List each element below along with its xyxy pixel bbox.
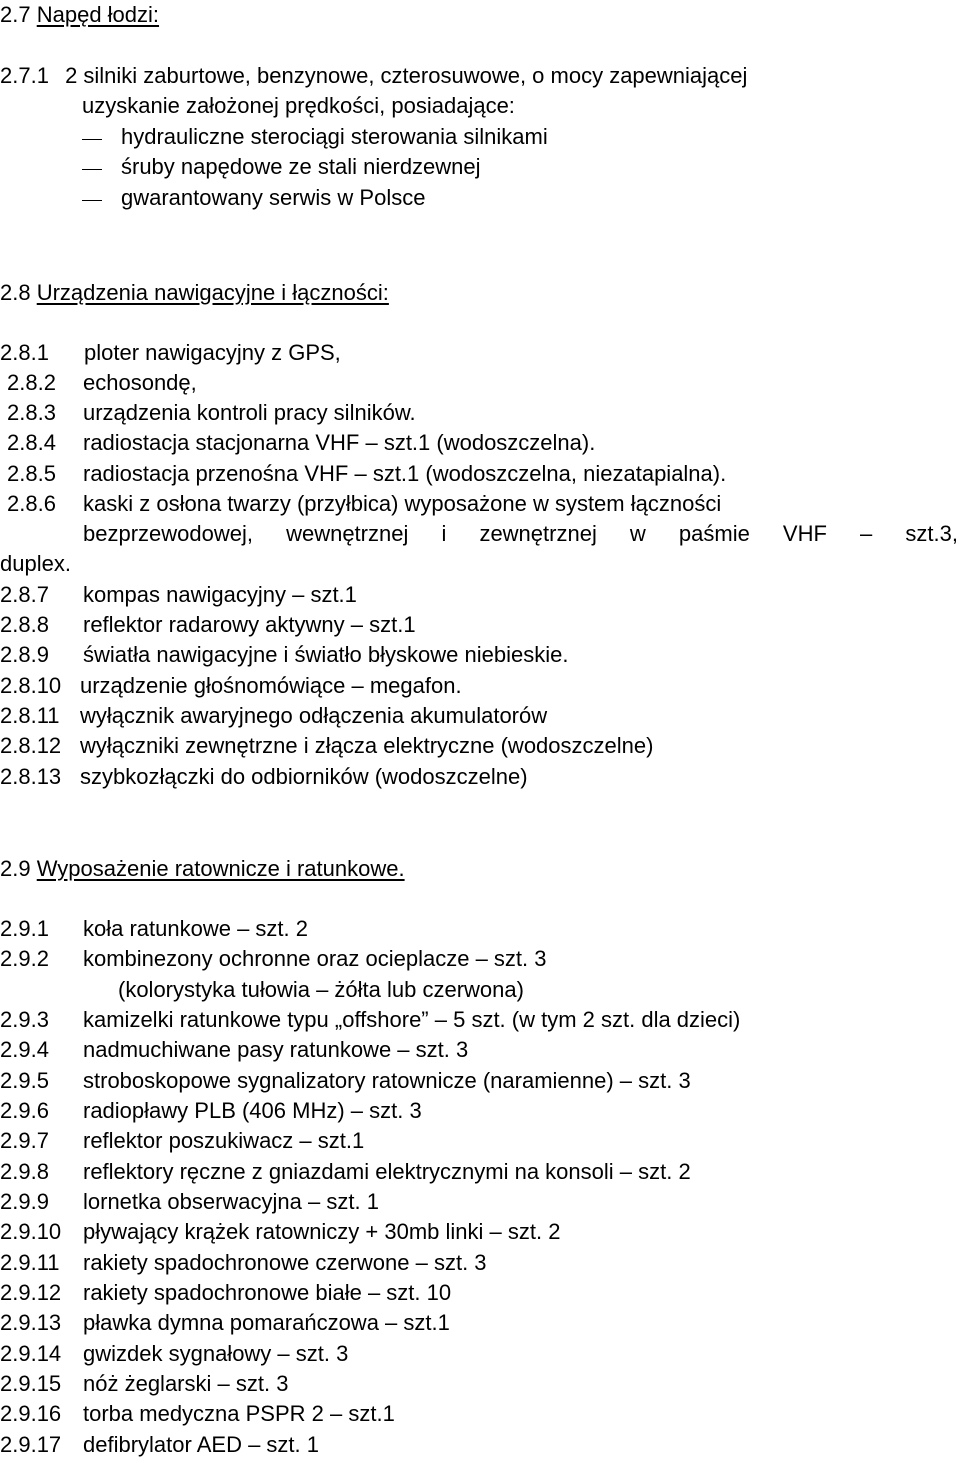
dash-bullet — [82, 200, 102, 201]
item-2-7-1-line2: uzyskanie założonej prędkości, posiadające: — [82, 93, 515, 118]
item-text: reflektor poszukiwacz – szt.1 — [83, 1128, 365, 1153]
section-title: Napęd łodzi: — [36, 2, 160, 27]
item-text: nóż żeglarski – szt. 3 — [83, 1371, 289, 1396]
item-2-8-12 — [0, 733, 654, 759]
item-2-8-4 — [7, 430, 596, 456]
item-2-9-16 — [0, 1401, 395, 1427]
item-2-9-14 — [0, 1341, 349, 1367]
item-2-9-10 — [0, 1219, 561, 1245]
item-number: 2.9.8 — [0, 1159, 49, 1184]
item-text: defibrylator AED – szt. 1 — [83, 1432, 319, 1457]
item-text: reflektor radarowy aktywny – szt.1 — [83, 612, 416, 637]
item-number: 2.9.9 — [0, 1189, 49, 1214]
item-text: nadmuchiwane pasy ratunkowe – szt. 3 — [83, 1037, 469, 1062]
bullet-item: hydrauliczne sterociągi sterowania silnikami — [121, 124, 548, 149]
item-number: 2.8.7 — [0, 582, 49, 607]
item-2-7-1-line1 — [0, 63, 747, 89]
item-2-9-17 — [0, 1432, 319, 1458]
section-2-8-heading — [0, 280, 389, 306]
item-text: torba medyczna PSPR 2 – szt.1 — [83, 1401, 395, 1426]
section-number: 2.7 — [0, 2, 31, 27]
item-number: 2.8.11 — [0, 703, 60, 728]
item-number: 2.8.6 — [7, 491, 56, 516]
item-number: 2.8.3 — [7, 400, 56, 425]
section-title: Wyposażenie ratownicze i ratunkowe. — [36, 856, 405, 881]
item-2-9-9 — [0, 1189, 379, 1215]
item-2-8-10 — [0, 673, 462, 699]
item-text: kompas nawigacyjny – szt.1 — [83, 582, 357, 607]
item-2-8-3 — [7, 400, 416, 426]
item-2-8-7 — [0, 582, 357, 608]
item-text: rakiety spadochronowe białe – szt. 10 — [83, 1280, 452, 1305]
item-text: 2 silniki zaburtowe, benzynowe, czterosuwowe, o mocy zapewniającej — [65, 63, 748, 88]
item-number: 2.9.7 — [0, 1128, 49, 1153]
section-2-7-heading — [0, 2, 159, 28]
item-2-8-8 — [0, 612, 416, 638]
item-text: stroboskopowe sygnalizatory ratownicze (naramienne) – szt. 3 — [83, 1068, 691, 1093]
item-number: 2.8.2 — [7, 370, 56, 395]
item-text: radiostacja stacjonarna VHF – szt.1 (wodoszczelna). — [83, 430, 596, 455]
item-2-8-2 — [7, 370, 197, 396]
item-text: pławka dymna pomarańczowa – szt.1 — [83, 1310, 450, 1335]
item-number: 2.9.17 — [0, 1432, 62, 1457]
item-2-8-13 — [0, 764, 528, 790]
item-text: urządzenie głośnomówiące – megafon. — [80, 673, 462, 698]
item-number: 2.9.12 — [0, 1280, 62, 1305]
dash-bullet — [82, 169, 102, 170]
item-2-9-3 — [0, 1007, 741, 1033]
item-number: 2.8.10 — [0, 673, 62, 698]
item-number: 2.9.6 — [0, 1098, 49, 1123]
item-text: urządzenia kontroli pracy silników. — [83, 400, 416, 425]
item-2-9-5 — [0, 1068, 691, 1094]
item-2-9-15 — [0, 1371, 289, 1397]
item-number: 2.8.5 — [7, 461, 56, 486]
item-number: 2.9.16 — [0, 1401, 62, 1426]
item-number: 2.9.3 — [0, 1007, 49, 1032]
item-2-8-6-continuation2: duplex. — [0, 551, 71, 576]
item-2-8-6 — [7, 491, 722, 517]
item-text: radiopławy PLB (406 MHz) – szt. 3 — [83, 1098, 422, 1123]
item-2-9-7 — [0, 1128, 365, 1154]
item-text: światła nawigacyjne i światło błyskowe niebieskie. — [83, 642, 569, 667]
item-number: 2.8.9 — [0, 642, 49, 667]
item-text: echosondę, — [83, 370, 197, 395]
item-2-8-5 — [7, 461, 727, 487]
item-number: 2.9.2 — [0, 946, 49, 971]
item-2-9-8 — [0, 1159, 691, 1185]
item-2-9-2-continuation: (kolorystyka tułowia – żółta lub czerwona) — [118, 977, 524, 1002]
dash-bullet — [82, 139, 102, 140]
item-number: 2.9.5 — [0, 1068, 49, 1093]
item-number: 2.9.14 — [0, 1341, 62, 1366]
item-text: wyłącznik awaryjnego odłączenia akumulatorów — [80, 703, 548, 728]
section-number: 2.9 — [0, 856, 31, 881]
item-text: kaski z osłona twarzy (przyłbica) wyposażone w system łączności — [83, 491, 722, 516]
item-text: pływający krążek ratowniczy + 30mb linki – szt. 2 — [83, 1219, 561, 1244]
item-number: 2.9.1 — [0, 916, 49, 941]
item-2-8-1 — [0, 340, 341, 366]
item-2-9-11 — [0, 1250, 487, 1276]
item-2-9-4 — [0, 1037, 469, 1063]
item-text: wyłączniki zewnętrzne i złącza elektryczne (wodoszczelne) — [80, 733, 654, 758]
item-2-8-11 — [0, 703, 548, 729]
item-text: gwizdek sygnałowy – szt. 3 — [83, 1341, 349, 1366]
section-number: 2.8 — [0, 280, 31, 305]
item-number: 2.8.1 — [0, 340, 49, 365]
item-number: 2.9.15 — [0, 1371, 62, 1396]
item-text: rakiety spadochronowe czerwone – szt. 3 — [83, 1250, 487, 1275]
item-text: radiostacja przenośna VHF – szt.1 (wodoszczelna, niezatapialna). — [83, 461, 727, 486]
section-title: Urządzenia nawigacyjne i łączności: — [36, 280, 389, 305]
bullet-item: gwarantowany serwis w Polsce — [121, 185, 426, 210]
item-2-9-6 — [0, 1098, 422, 1124]
item-number: 2.9.4 — [0, 1037, 49, 1062]
item-number: 2.9.11 — [0, 1250, 60, 1275]
item-number: 2.8.4 — [7, 430, 56, 455]
item-2-9-13 — [0, 1310, 450, 1336]
item-text: lornetka obserwacyjna – szt. 1 — [83, 1189, 379, 1214]
item-2-9-12 — [0, 1280, 452, 1306]
item-2-8-9 — [0, 642, 569, 668]
item-text: koła ratunkowe – szt. 2 — [83, 916, 309, 941]
item-text: kamizelki ratunkowe typu „offshore” – 5 szt. (w tym 2 szt. dla dzieci) — [83, 1007, 741, 1032]
item-number: 2.8.13 — [0, 764, 62, 789]
item-text: reflektory ręczne z gniazdami elektrycznymi na konsoli – szt. 2 — [83, 1159, 691, 1184]
item-number: 2.7.1 — [0, 63, 49, 88]
item-number: 2.8.8 — [0, 612, 49, 637]
item-text: szybkozłączki do odbiorników (wodoszczelne) — [80, 764, 528, 789]
item-2-9-1 — [0, 916, 309, 942]
item-number: 2.9.10 — [0, 1219, 62, 1244]
item-number: 2.8.12 — [0, 733, 62, 758]
section-2-9-heading — [0, 856, 405, 882]
item-text: kombinezony ochronne oraz ocieplacze – szt. 3 — [83, 946, 547, 971]
item-2-8-6-continuation: bezprzewodowej, wewnętrznej i zewnętrznej w paśmie VHF – szt.3, — [83, 521, 958, 546]
item-2-9-2 — [0, 946, 547, 972]
item-text: ploter nawigacyjny z GPS, — [84, 340, 341, 365]
item-number: 2.9.13 — [0, 1310, 62, 1335]
bullet-item: śruby napędowe ze stali nierdzewnej — [121, 154, 481, 179]
